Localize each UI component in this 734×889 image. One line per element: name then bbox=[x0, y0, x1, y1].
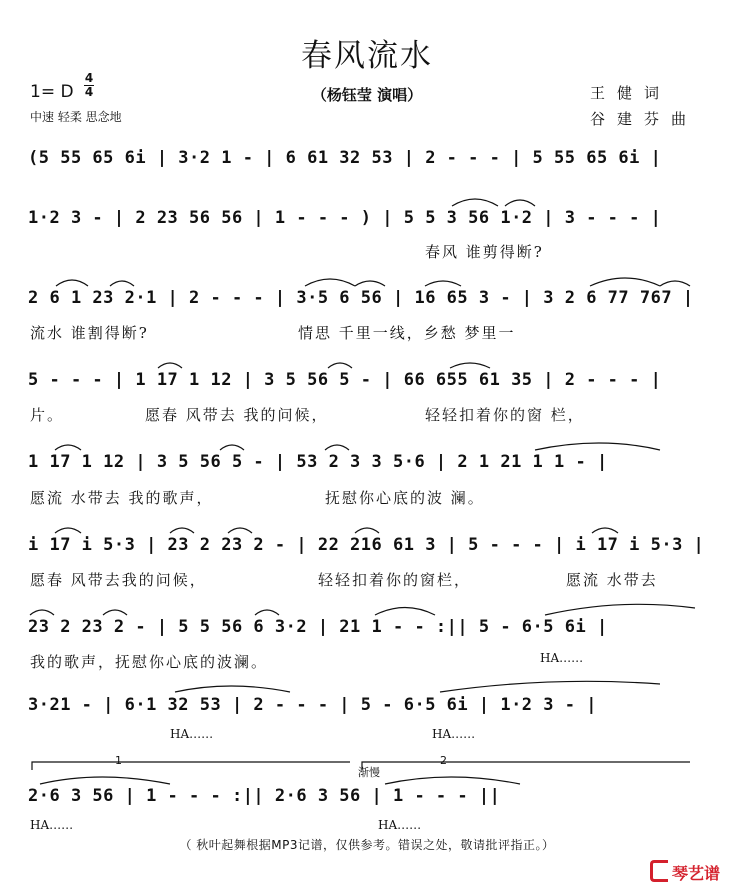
lyricist-credit: 王健词 bbox=[590, 84, 672, 102]
lyric-line-5b: 抚慰你心底的波 澜。 bbox=[325, 489, 485, 507]
composer-credit: 谷建芬曲 bbox=[590, 110, 699, 128]
lyric-line-9a: HA…… bbox=[30, 818, 74, 832]
score-line-7: 23 2 23 2 - | 5 5 56 6 3·2 | 21 1 - - :|| 5 - 6·5 6i | bbox=[28, 617, 608, 637]
tie-mark bbox=[55, 445, 81, 450]
tie-mark bbox=[255, 610, 279, 615]
lyric-line-8a: HA…… bbox=[170, 727, 214, 741]
tie-mark bbox=[328, 363, 352, 368]
song-title: 春风流水 bbox=[301, 38, 433, 74]
logo-text: 琴艺谱 bbox=[672, 864, 721, 883]
tie-mark bbox=[55, 528, 81, 533]
site-logo[interactable] bbox=[650, 860, 730, 884]
tie-mark bbox=[30, 610, 54, 615]
tie-mark bbox=[175, 686, 290, 692]
lyric-line-3a: 流水 谁割得断? bbox=[30, 324, 149, 342]
score-line-3: 2 6 1 23 2·1 | 2 - - - | 3·5 6 56 | 16 65 3 - | 3 2 6 77 767 | bbox=[28, 288, 694, 308]
tie-mark bbox=[452, 199, 498, 206]
tie-mark bbox=[592, 528, 618, 533]
volta-first-ending: 1 bbox=[115, 754, 122, 767]
volta-second-ending: 2 bbox=[440, 754, 447, 767]
singer-credit: （杨钰莹 演唱） bbox=[311, 86, 423, 104]
volta-bracket-first bbox=[32, 762, 350, 770]
lyric-line-2a: 春风 谁剪得断? bbox=[425, 243, 544, 261]
tie-mark bbox=[505, 200, 535, 206]
lyric-line-7a: 我的歌声，抚慰你心底的波澜。 bbox=[30, 653, 269, 671]
lyric-line-7b: HA…… bbox=[540, 651, 584, 665]
lyric-line-4a: 片。 bbox=[30, 406, 65, 424]
tie-mark bbox=[305, 279, 355, 286]
tie-mark bbox=[440, 681, 660, 692]
lyric-line-6a: 愿春 风带去我的问候， bbox=[30, 571, 207, 589]
tie-mark bbox=[220, 445, 244, 450]
time-signature-bottom: 4 bbox=[84, 85, 94, 99]
tie-mark bbox=[590, 278, 660, 286]
tie-mark bbox=[535, 443, 660, 450]
tie-mark bbox=[103, 610, 127, 615]
lyric-line-3b: 情思 千里一线，乡愁 梦里一 bbox=[298, 324, 516, 342]
lyric-line-6b: 轻轻扣着你的窗栏， bbox=[318, 571, 472, 589]
tie-mark bbox=[450, 363, 490, 368]
score-line-8: 3·21 - | 6·1 32 53 | 2 - - - | 5 - 6·5 6i | 1·2 3 - | bbox=[28, 695, 597, 715]
footer-note: （ 秋叶起舞根据MP3记谱，仅供参考。错误之处，敬请批评指正。） bbox=[179, 838, 555, 852]
tie-mark bbox=[355, 528, 379, 533]
ritardando-mark: 渐慢 bbox=[358, 766, 380, 779]
lyric-line-5a: 愿流 水带去 我的歌声， bbox=[30, 489, 214, 507]
tie-mark bbox=[40, 777, 170, 784]
lyric-line-4b: 愿春 风带去 我的问候， bbox=[145, 406, 329, 424]
tie-mark bbox=[158, 363, 182, 368]
tie-mark bbox=[56, 280, 88, 286]
tie-mark bbox=[425, 281, 461, 286]
tie-mark bbox=[110, 281, 134, 286]
lyric-line-6c: 愿流 水带去 bbox=[566, 571, 658, 589]
tempo-marking: 中速 轻柔 思念地 bbox=[30, 110, 122, 124]
score-line-2: 1·2 3 - | 2 23 56 56 | 1 - - - ) | 5 5 3 56 1·2 | 3 - - - | bbox=[28, 208, 662, 228]
lyric-line-4c: 轻轻扣着你的窗 栏， bbox=[425, 406, 585, 424]
logo-icon bbox=[650, 860, 668, 882]
tie-mark bbox=[355, 281, 385, 286]
tie-mark bbox=[545, 604, 695, 615]
score-line-6: i 17 i 5·3 | 23 2 23 2 - | 22 216 61 3 | 5 - - - | i 17 i 5·3 | bbox=[28, 535, 705, 555]
tie-mark bbox=[375, 608, 435, 616]
score-line-4: 5 - - - | 1 17 1 12 | 3 5 56 5 - | 66 655 61 35 | 2 - - - | bbox=[28, 370, 662, 390]
volta-bracket-second bbox=[362, 762, 690, 770]
tie-mark bbox=[385, 777, 520, 784]
lyric-line-8b: HA…… bbox=[432, 727, 476, 741]
lyric-line-9b: HA…… bbox=[378, 818, 422, 832]
key-signature: 1= D bbox=[30, 82, 74, 102]
tie-mark bbox=[325, 445, 349, 450]
time-signature-top: 4 bbox=[84, 71, 94, 85]
tie-mark bbox=[660, 281, 690, 286]
score-line-9: 2·6 3 56 | 1 - - - :|| 2·6 3 56 | 1 - - - || bbox=[28, 786, 501, 806]
tie-mark bbox=[170, 528, 194, 533]
score-line-1: (5 55 65 6i | 3·2 1 - | 6 61 32 53 | 2 - - - | 5 55 65 6i | bbox=[28, 148, 662, 168]
score-line-5: 1 17 1 12 | 3 5 56 5 - | 53 2 3 3 5·6 | 2 1 21 1 1 - | bbox=[28, 452, 608, 472]
tie-mark bbox=[228, 528, 252, 533]
